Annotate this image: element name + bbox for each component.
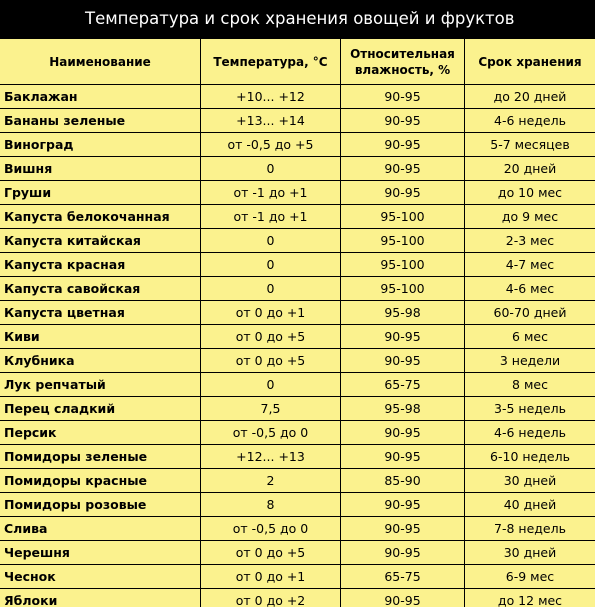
cell-shelf-life: 30 дней: [465, 469, 595, 493]
table-title: Температура и срок хранения овощей и фруктов: [0, 0, 595, 38]
table-row: [0, 397, 595, 421]
cell-name: Баклажан: [0, 85, 201, 109]
cell-shelf-life: 2-3 мес: [465, 229, 595, 253]
cell-humidity: 90-95: [341, 325, 465, 349]
cell-humidity: 90-95: [341, 445, 465, 469]
cell-shelf-life: до 20 дней: [465, 85, 595, 109]
cell-name: Перец сладкий: [0, 397, 201, 421]
cell-humidity: 95-100: [341, 205, 465, 229]
cell-humidity: 90-95: [341, 541, 465, 565]
cell-humidity: 95-98: [341, 397, 465, 421]
cell-temperature: от 0 до +5: [201, 349, 341, 373]
table-row: [0, 109, 595, 133]
table-row: [0, 229, 595, 253]
table-row: [0, 301, 595, 325]
cell-shelf-life: 3-5 недель: [465, 397, 595, 421]
cell-humidity: 95-100: [341, 277, 465, 301]
cell-temperature: от 0 до +2: [201, 589, 341, 607]
cell-name: Груши: [0, 181, 201, 205]
cell-name: Яблоки: [0, 589, 201, 607]
header-humidity-line1: Относительная: [350, 46, 455, 61]
cell-shelf-life: до 10 мес: [465, 181, 595, 205]
table-row: [0, 541, 595, 565]
cell-humidity: 95-98: [341, 301, 465, 325]
cell-name: Слива: [0, 517, 201, 541]
cell-temperature: 0: [201, 229, 341, 253]
cell-humidity: 90-95: [341, 421, 465, 445]
header-name: Наименование: [0, 39, 201, 85]
table-row: [0, 205, 595, 229]
cell-temperature: 7,5: [201, 397, 341, 421]
header-row: [0, 39, 595, 85]
cell-humidity: 65-75: [341, 565, 465, 589]
cell-name: Киви: [0, 325, 201, 349]
cell-shelf-life: 5-7 месяцев: [465, 133, 595, 157]
cell-shelf-life: 40 дней: [465, 493, 595, 517]
cell-humidity: 95-100: [341, 229, 465, 253]
cell-shelf-life: 20 дней: [465, 157, 595, 181]
table-row: [0, 445, 595, 469]
cell-name: Персик: [0, 421, 201, 445]
cell-temperature: 0: [201, 157, 341, 181]
cell-humidity: 90-95: [341, 181, 465, 205]
cell-shelf-life: 4-6 недель: [465, 421, 595, 445]
cell-temperature: от -1 до +1: [201, 205, 341, 229]
cell-shelf-life: 60-70 дней: [465, 301, 595, 325]
table-row: [0, 253, 595, 277]
header-humidity: [341, 39, 465, 85]
cell-name: Капуста цветная: [0, 301, 201, 325]
header-temperature: Температура, °С: [201, 39, 341, 85]
cell-shelf-life: 30 дней: [465, 541, 595, 565]
table-row: [0, 565, 595, 589]
table-row: [0, 133, 595, 157]
cell-name: Черешня: [0, 541, 201, 565]
cell-temperature: от -0,5 до +5: [201, 133, 341, 157]
cell-name: Виноград: [0, 133, 201, 157]
cell-humidity: 90-95: [341, 85, 465, 109]
cell-shelf-life: 6-10 недель: [465, 445, 595, 469]
table-row: [0, 157, 595, 181]
table-row: [0, 589, 595, 607]
cell-name: Помидоры розовые: [0, 493, 201, 517]
cell-temperature: +10... +12: [201, 85, 341, 109]
cell-name: Клубника: [0, 349, 201, 373]
cell-humidity: 90-95: [341, 157, 465, 181]
cell-temperature: от -0,5 до 0: [201, 421, 341, 445]
table-row: [0, 493, 595, 517]
cell-name: Бананы зеленые: [0, 109, 201, 133]
cell-temperature: 0: [201, 373, 341, 397]
cell-temperature: от 0 до +1: [201, 301, 341, 325]
cell-shelf-life: 8 мес: [465, 373, 595, 397]
cell-name: Капуста китайская: [0, 229, 201, 253]
cell-temperature: 8: [201, 493, 341, 517]
cell-humidity: 90-95: [341, 133, 465, 157]
cell-shelf-life: до 12 мес: [465, 589, 595, 607]
cell-humidity: 90-95: [341, 589, 465, 607]
cell-humidity: 65-75: [341, 373, 465, 397]
table-row: [0, 181, 595, 205]
cell-shelf-life: до 9 мес: [465, 205, 595, 229]
cell-shelf-life: 6-9 мес: [465, 565, 595, 589]
cell-shelf-life: 4-7 мес: [465, 253, 595, 277]
table-row: [0, 277, 595, 301]
cell-temperature: 0: [201, 277, 341, 301]
cell-temperature: от 0 до +5: [201, 325, 341, 349]
table-row: [0, 517, 595, 541]
cell-shelf-life: 4-6 мес: [465, 277, 595, 301]
table-row: [0, 349, 595, 373]
cell-temperature: от -0,5 до 0: [201, 517, 341, 541]
cell-name: Капуста белокочанная: [0, 205, 201, 229]
cell-humidity: 90-95: [341, 493, 465, 517]
table-row: [0, 373, 595, 397]
cell-name: Капуста савойская: [0, 277, 201, 301]
table-row: [0, 469, 595, 493]
cell-humidity: 95-100: [341, 253, 465, 277]
table-row: [0, 421, 595, 445]
table-row: [0, 85, 595, 109]
cell-name: Чеснок: [0, 565, 201, 589]
cell-shelf-life: 4-6 недель: [465, 109, 595, 133]
cell-temperature: +12... +13: [201, 445, 341, 469]
header-humidity-line2: влажность, %: [354, 62, 451, 77]
cell-humidity: 90-95: [341, 109, 465, 133]
table-body: [0, 85, 595, 607]
cell-temperature: 0: [201, 253, 341, 277]
cell-shelf-life: 7-8 недель: [465, 517, 595, 541]
cell-temperature: 2: [201, 469, 341, 493]
cell-temperature: от -1 до +1: [201, 181, 341, 205]
cell-humidity: 90-95: [341, 349, 465, 373]
cell-name: Помидоры красные: [0, 469, 201, 493]
storage-table: [0, 38, 595, 607]
header-shelf-life: Срок хранения: [465, 39, 595, 85]
cell-name: Капуста красная: [0, 253, 201, 277]
table-header: [0, 39, 595, 85]
cell-temperature: +13... +14: [201, 109, 341, 133]
cell-humidity: 85-90: [341, 469, 465, 493]
cell-shelf-life: 6 мес: [465, 325, 595, 349]
cell-name: Помидоры зеленые: [0, 445, 201, 469]
cell-humidity: 90-95: [341, 517, 465, 541]
cell-name: Вишня: [0, 157, 201, 181]
cell-temperature: от 0 до +1: [201, 565, 341, 589]
cell-shelf-life: 3 недели: [465, 349, 595, 373]
cell-temperature: от 0 до +5: [201, 541, 341, 565]
table-row: [0, 325, 595, 349]
cell-name: Лук репчатый: [0, 373, 201, 397]
